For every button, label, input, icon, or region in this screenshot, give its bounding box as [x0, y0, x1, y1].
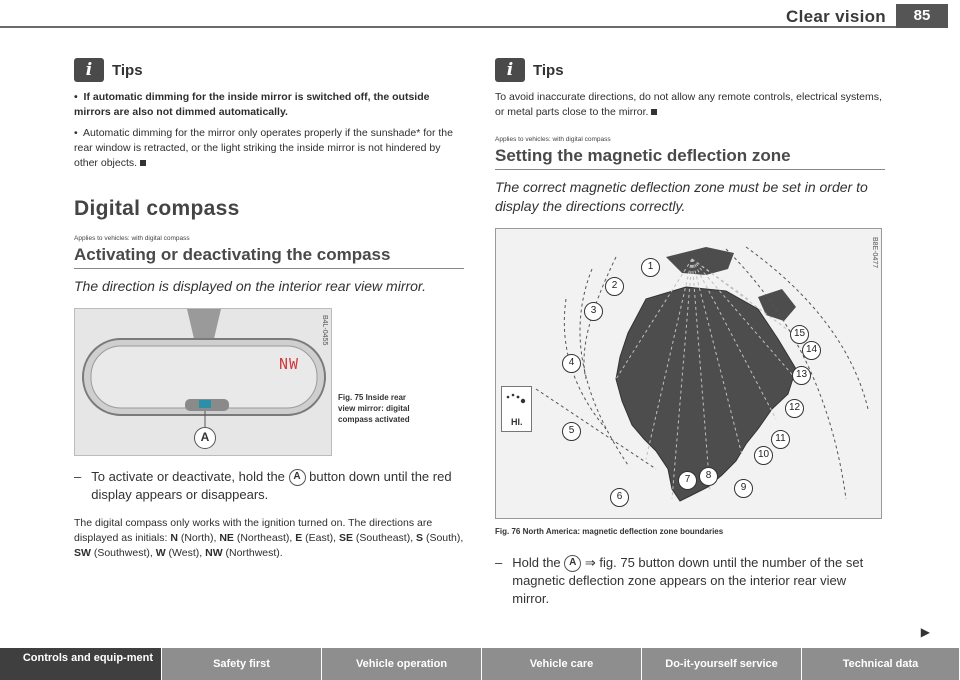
figure-76	[495, 228, 882, 519]
end-mark-icon	[651, 109, 657, 115]
zone-12-label: 12	[785, 399, 804, 418]
step-text-before: To activate or deactivate, hold the	[91, 469, 285, 484]
tip-remote-text: To avoid inaccurate directions, do not allow any remote controls, electrical systems, or metal parts close to the mirror.	[495, 91, 882, 118]
step-text-before: Hold the	[512, 555, 561, 570]
dir-n: N	[170, 532, 178, 545]
tips-label: Tips	[533, 61, 564, 79]
dir-s: S	[416, 532, 424, 545]
footer-tab-technical[interactable]: Technical data	[802, 648, 960, 680]
tip-2-bullet: •	[74, 127, 78, 139]
zone-6-label: 6	[610, 488, 629, 507]
dir-sw: SW	[74, 547, 91, 560]
para-text: (Southeast),	[353, 532, 417, 545]
applies-note: Applies to vehicles: with digital compass	[74, 235, 190, 242]
right-column	[495, 58, 885, 620]
instruction-step	[74, 468, 464, 504]
footer-tab-safety[interactable]: Safety first	[162, 648, 322, 680]
step-dash: –	[74, 469, 82, 484]
step-text	[512, 554, 885, 608]
section-heading: Setting the magnetic deflection zone	[495, 146, 885, 170]
compass-display: NW	[279, 355, 300, 373]
zone-3-label: 3	[584, 302, 603, 321]
left-column	[74, 58, 464, 567]
zone-9-label: 9	[734, 479, 753, 498]
tip-2-text: Automatic dimming for the mirror only operates properly if the sunshade* for the rear window is retracted, or the light striking the inside mirror is not hindered by other objects.	[74, 127, 453, 169]
tip-1-text: If automatic dimming for the inside mirror is switched off, the outside mirrors are also not dimmed automatically.	[74, 91, 430, 118]
para-text: (Southwest),	[90, 547, 156, 560]
page-number: 85	[896, 4, 948, 28]
tip-remote	[495, 90, 885, 120]
zone-14-label: 14	[802, 341, 821, 360]
step-text-after: ⇒ fig. 75 button down until the number of the set magnetic deflection zone appears on the interior rear view mirror.	[512, 555, 864, 607]
para-text: (Northwest).	[222, 547, 283, 560]
step-text-after: button down until the red display appears or disappears.	[91, 469, 452, 503]
section-title: Clear vision	[786, 7, 886, 26]
header-rule	[0, 26, 902, 28]
para-text: (South),	[423, 532, 464, 545]
tip-1	[74, 90, 464, 120]
zone-7-label: 7	[678, 471, 697, 490]
zone-11-label: 11	[771, 430, 790, 449]
page-header	[0, 0, 960, 30]
para-text: (North),	[177, 532, 220, 545]
footer-tab-diy[interactable]: Do-it-yourself service	[642, 648, 802, 680]
zone-1-label: 1	[641, 258, 660, 277]
dir-e: E	[295, 532, 303, 545]
button-a-inline: A	[289, 469, 306, 486]
footer-tab-controls[interactable]: Controls and equip-ment	[0, 648, 162, 680]
para-text: The digital compass only works with the ignition turned on. The directions are displayed as initials:	[74, 517, 433, 545]
button-a-inline: A	[564, 555, 581, 572]
hawaii-label: HI.	[511, 417, 523, 427]
zone-13-label: 13	[792, 366, 811, 385]
tip-2	[74, 126, 464, 171]
dir-se: SE	[338, 532, 353, 545]
zone-8-label: 8	[699, 467, 718, 486]
para-text: (East),	[302, 532, 339, 545]
hawaii-islands	[502, 387, 531, 413]
applies-note: Applies to vehicles: with digital compass	[495, 136, 611, 143]
zone-2-label: 2	[605, 277, 624, 296]
footer-nav	[0, 648, 960, 680]
section-heading: Activating or deactivating the compass	[74, 245, 464, 269]
dir-ne: NE	[219, 532, 234, 545]
step-text	[91, 468, 464, 504]
figure-75	[74, 308, 464, 456]
directions-paragraph	[74, 516, 464, 561]
figure-code: B4L-0455	[321, 315, 328, 346]
tips-label: Tips	[112, 61, 143, 79]
button-a-callout: A	[194, 427, 216, 449]
zone-10-label: 10	[754, 446, 773, 465]
figure-caption: Fig. 75 Inside rear view mirror: digital compass activated	[338, 393, 410, 424]
continue-arrow-icon: ▶	[920, 625, 930, 639]
end-mark-icon	[140, 160, 146, 166]
figure-caption: Fig. 76 North America: magnetic deflection zone boundaries	[495, 527, 724, 536]
zone-5-label: 5	[562, 422, 581, 441]
zone-15-label: 15	[790, 325, 809, 344]
footer-tab-operation[interactable]: Vehicle operation	[322, 648, 482, 680]
lede: The correct magnetic deflection zone must be set in order to display the directions correctly.	[495, 179, 868, 214]
instruction-step	[495, 554, 885, 608]
mirror-illustration	[74, 308, 332, 456]
info-icon: i	[74, 58, 104, 82]
tips-header	[495, 58, 885, 82]
dir-w: W	[155, 547, 166, 560]
figure-code: B8E-0477	[871, 237, 878, 269]
footer-tab-care[interactable]: Vehicle care	[482, 648, 642, 680]
tips-header	[74, 58, 464, 82]
chapter-heading: Digital compass	[74, 197, 240, 220]
zone-4-label: 4	[562, 354, 581, 373]
info-icon: i	[495, 58, 525, 82]
step-dash: –	[495, 555, 503, 570]
tip-1-bullet: •	[74, 91, 78, 103]
para-text: (West),	[165, 547, 206, 560]
hawaii-inset	[501, 386, 532, 432]
dir-nw: NW	[205, 547, 223, 560]
para-text: (Northeast),	[233, 532, 296, 545]
lede: The direction is displayed on the interior rear view mirror.	[74, 278, 426, 294]
